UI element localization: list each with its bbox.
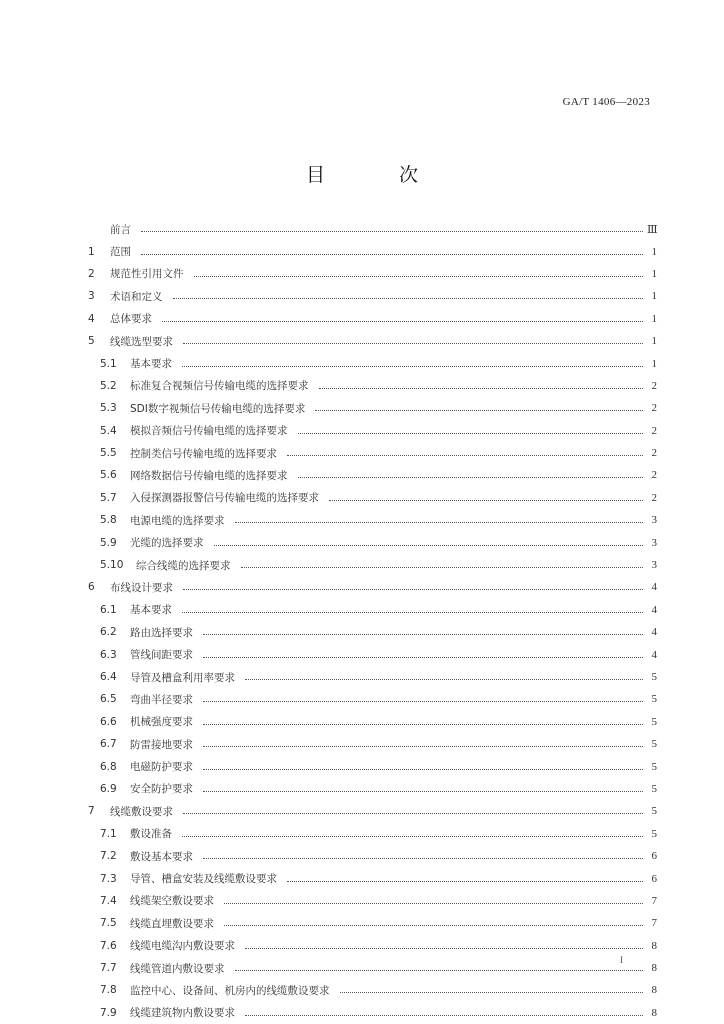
- toc-entry[interactable]: [86, 778, 657, 800]
- toc-entry-number: 5.5: [100, 447, 117, 460]
- toc-entry[interactable]: [86, 979, 657, 1001]
- toc-entry-label: 安全防护要求: [130, 783, 193, 796]
- dot-leader: [245, 678, 643, 680]
- toc-entry-number: 7.5: [100, 917, 117, 930]
- toc-entry-number: 7.6: [100, 939, 117, 952]
- toc-entry-page: 5: [651, 738, 657, 751]
- toc-entry[interactable]: [86, 733, 657, 755]
- dot-leader: [203, 790, 643, 792]
- toc-entry-number: 6.8: [100, 760, 117, 773]
- toc-entry-page: 5: [651, 693, 657, 706]
- toc-entry-page: 8: [651, 962, 657, 975]
- toc-entry[interactable]: [86, 755, 657, 777]
- dot-leader: [203, 745, 643, 747]
- toc-entry-number: 5.7: [100, 491, 117, 504]
- toc-entry-label: 网络数据信号传输电缆的选择要求: [130, 469, 288, 482]
- dot-leader: [183, 812, 643, 814]
- toc-entry-label: 线缆管道内敷设要求: [130, 962, 225, 975]
- dot-leader: [183, 588, 643, 590]
- toc-entry[interactable]: [86, 308, 657, 330]
- toc-entry-page: 5: [651, 671, 657, 683]
- toc-entry[interactable]: [86, 711, 657, 733]
- toc-entry[interactable]: [86, 397, 657, 419]
- toc-entry-page: 7: [651, 917, 657, 930]
- toc-entry[interactable]: [86, 867, 657, 889]
- toc-entry-number: 7.8: [100, 984, 117, 997]
- toc-entry-label: 敷设基本要求: [130, 850, 193, 863]
- toc-entry-label: 监控中心、设备间、机房内的线缆敷设要求: [130, 984, 330, 997]
- toc-entry-page: 3: [651, 559, 657, 572]
- toc-entry[interactable]: [86, 890, 657, 912]
- toc-entry-page: 1: [651, 335, 657, 348]
- toc-entry[interactable]: [86, 487, 657, 509]
- toc-entry[interactable]: [86, 375, 657, 397]
- dot-leader: [182, 835, 643, 837]
- toc-entry[interactable]: [86, 957, 657, 979]
- toc-entry-page: 2: [651, 491, 657, 504]
- toc-entry-number: 6.2: [100, 626, 117, 639]
- dot-leader: [241, 566, 644, 568]
- toc-entry-page: 5: [651, 760, 657, 773]
- dot-leader: [340, 991, 644, 993]
- toc-entry-label: 标准复合视频信号传输电缆的选择要求: [130, 380, 309, 393]
- toc-entry-label: 弯曲半径要求: [130, 693, 193, 706]
- toc-entry-page: 1: [651, 290, 657, 303]
- dot-leader: [182, 365, 643, 367]
- toc-entry-number: 5: [88, 335, 95, 348]
- toc-entry-page: 5: [651, 805, 657, 818]
- dot-leader: [319, 387, 644, 389]
- footer-page-number: I: [620, 955, 623, 965]
- toc-entry-label: 电磁防护要求: [130, 761, 193, 774]
- toc-entry-page: 1: [651, 312, 657, 325]
- toc-entry[interactable]: [86, 263, 657, 285]
- dot-leader: [203, 768, 643, 770]
- toc-entry-number: 7: [88, 805, 95, 818]
- toc-entry[interactable]: [86, 800, 657, 822]
- toc-entry-label: 基本要求: [130, 604, 172, 617]
- toc-entry-label: 机械强度要求: [130, 716, 193, 729]
- toc-entry-number: 6.9: [100, 782, 117, 795]
- dot-leader: [287, 880, 643, 882]
- toc-entry-page: 2: [651, 424, 657, 437]
- toc-entry-number: 7.7: [100, 962, 117, 975]
- dot-leader: [315, 409, 643, 411]
- toc-entry-label: 综合线缆的选择要求: [136, 559, 231, 572]
- toc-entry-label: 总体要求: [110, 313, 152, 326]
- toc-entry-label: 光缆的选择要求: [130, 537, 204, 550]
- toc-entry-label: 术语和定义: [110, 290, 163, 303]
- dot-leader: [162, 320, 643, 322]
- toc-entry-page: 6: [651, 872, 657, 885]
- toc-entry-page: 2: [651, 469, 657, 482]
- toc-entry-page: 4: [651, 603, 657, 616]
- dot-leader: [329, 499, 643, 501]
- toc-entry[interactable]: [86, 666, 657, 688]
- toc-entry[interactable]: [86, 464, 657, 486]
- dot-leader: [203, 633, 643, 635]
- toc-entry[interactable]: [86, 599, 657, 621]
- toc-entry[interactable]: [86, 688, 657, 710]
- toc-entry-number: 1: [88, 245, 95, 258]
- toc-entry-label: 基本要求: [130, 358, 172, 371]
- toc-entry-label: SDI数字视频信号传输电缆的选择要求: [130, 402, 306, 415]
- toc-entry-number: 7.4: [100, 894, 117, 907]
- dot-leader: [245, 1014, 643, 1016]
- toc-entry-number: 6.5: [100, 693, 117, 706]
- dot-leader: [183, 342, 643, 344]
- toc-entry-label: 路由选择要求: [130, 626, 193, 639]
- toc-entry-number: 7.2: [100, 850, 117, 863]
- toc-entry-page: 3: [651, 514, 657, 527]
- dot-leader: [182, 611, 643, 613]
- toc-entry-number: 6: [88, 581, 95, 594]
- toc-entry-number: 7.3: [100, 872, 117, 885]
- page-title: 目 次: [305, 164, 453, 186]
- toc-entry-page: 8: [651, 939, 657, 952]
- dot-leader: [141, 253, 643, 255]
- dot-leader: [194, 275, 644, 277]
- toc-entry-label: 敷设准备: [130, 828, 172, 841]
- toc-entry-page: 8: [651, 984, 657, 997]
- toc-entry-number: 5.4: [100, 424, 117, 437]
- dot-leader: [235, 521, 644, 523]
- toc-entry-label: 范围: [110, 246, 131, 259]
- toc-entry[interactable]: [86, 531, 657, 553]
- dot-leader: [224, 902, 643, 904]
- toc-entry-page: 1: [651, 267, 657, 280]
- toc-entry[interactable]: [86, 935, 657, 957]
- toc-entry-label: 线缆敷设要求: [110, 805, 173, 818]
- toc-entry-page: 4: [651, 581, 657, 594]
- toc-entry-number: 5.8: [100, 514, 117, 527]
- table-of-contents: [86, 218, 657, 1024]
- dot-leader: [235, 969, 644, 971]
- toc-entry-number: 4: [88, 312, 95, 325]
- toc-entry-label: 入侵探测器报警信号传输电缆的选择要求: [130, 492, 319, 505]
- toc-entry[interactable]: [86, 823, 657, 845]
- toc-entry-number: 5.9: [100, 536, 117, 549]
- toc-entry[interactable]: [86, 218, 657, 240]
- toc-entry-page: 5: [651, 715, 657, 728]
- toc-entry[interactable]: [86, 554, 657, 576]
- toc-entry-number: 5.3: [100, 402, 117, 415]
- toc-entry[interactable]: [86, 1002, 657, 1024]
- toc-entry[interactable]: [86, 352, 657, 374]
- toc-entry-page: 1: [651, 245, 657, 258]
- toc-entry[interactable]: [86, 330, 657, 352]
- toc-entry-page: 2: [651, 447, 657, 460]
- toc-entry-label: 线缆电缆沟内敷设要求: [130, 940, 235, 953]
- toc-entry-number: 6.3: [100, 648, 117, 661]
- toc-entry[interactable]: [86, 621, 657, 643]
- toc-entry-number: 5.1: [100, 357, 117, 370]
- toc-entry-number: 5.6: [100, 469, 117, 482]
- toc-entry[interactable]: [86, 845, 657, 867]
- document-id: GA/T 1406—2023: [562, 96, 650, 108]
- toc-entry[interactable]: [86, 420, 657, 442]
- toc-entry-page: 7: [651, 894, 657, 907]
- toc-entry-label: 线缆选型要求: [110, 335, 173, 348]
- toc-entry-number: 6.7: [100, 738, 117, 751]
- toc-entry-number: 6.4: [100, 671, 117, 683]
- toc-entry-label: 导管、槽盒安装及线缆敷设要求: [130, 873, 277, 886]
- toc-entry-page: 3: [651, 536, 657, 549]
- toc-entry-number: 7.1: [100, 827, 117, 840]
- toc-entry[interactable]: [86, 442, 657, 464]
- toc-entry-label: 模拟音频信号传输电缆的选择要求: [130, 425, 288, 438]
- toc-entry-page: 1: [651, 357, 657, 370]
- toc-entry-label: 防雷接地要求: [130, 738, 193, 751]
- toc-entry-label: 导管及槽盒利用率要求: [130, 671, 235, 684]
- toc-entry-label: 布线设计要求: [110, 581, 173, 594]
- dot-leader: [141, 230, 643, 232]
- dot-leader: [298, 476, 644, 478]
- dot-leader: [203, 857, 643, 859]
- dot-leader: [203, 723, 643, 725]
- toc-entry-page: 2: [651, 379, 657, 392]
- dot-leader: [203, 700, 643, 702]
- toc-entry-number: 5.10: [100, 559, 124, 572]
- toc-entry-label: 电源电缆的选择要求: [130, 514, 225, 527]
- dot-leader: [245, 947, 643, 949]
- toc-entry[interactable]: [86, 643, 657, 665]
- toc-entry[interactable]: [86, 576, 657, 598]
- toc-entry-page: 4: [651, 648, 657, 661]
- toc-entry-number: 3: [88, 290, 95, 303]
- toc-entry-page: 2: [651, 402, 657, 415]
- toc-entry[interactable]: [86, 912, 657, 934]
- toc-entry-page: 5: [651, 827, 657, 840]
- toc-entry-number: 6.1: [100, 603, 117, 616]
- toc-entry-label: 规范性引用文件: [110, 268, 184, 281]
- dot-leader: [224, 924, 643, 926]
- toc-entry-label: 前言: [110, 223, 131, 236]
- dot-leader: [173, 297, 644, 299]
- toc-entry-number: 7.9: [100, 1006, 117, 1019]
- dot-leader: [298, 432, 644, 434]
- toc-entry-page: Ⅲ: [647, 223, 658, 236]
- toc-entry-page: 6: [651, 850, 657, 863]
- toc-entry-label: 控制类信号传输电缆的选择要求: [130, 447, 277, 460]
- toc-entry-number: 6.6: [100, 715, 117, 728]
- toc-entry-page: 4: [651, 626, 657, 639]
- dot-leader: [214, 544, 644, 546]
- toc-entry-number: 5.2: [100, 379, 117, 392]
- toc-entry[interactable]: [86, 509, 657, 531]
- dot-leader: [203, 656, 643, 658]
- toc-entry-page: 8: [651, 1006, 657, 1019]
- toc-entry-number: 2: [88, 267, 95, 280]
- toc-entry[interactable]: [86, 240, 657, 262]
- toc-entry-label: 线缆直埋敷设要求: [130, 917, 214, 930]
- toc-entry-label: 线缆架空敷设要求: [130, 895, 214, 908]
- toc-entry-label: 线缆建筑物内敷设要求: [130, 1007, 235, 1020]
- toc-entry-label: 管线间距要求: [130, 649, 193, 662]
- toc-entry[interactable]: [86, 285, 657, 307]
- toc-entry-page: 5: [651, 782, 657, 795]
- dot-leader: [287, 454, 643, 456]
